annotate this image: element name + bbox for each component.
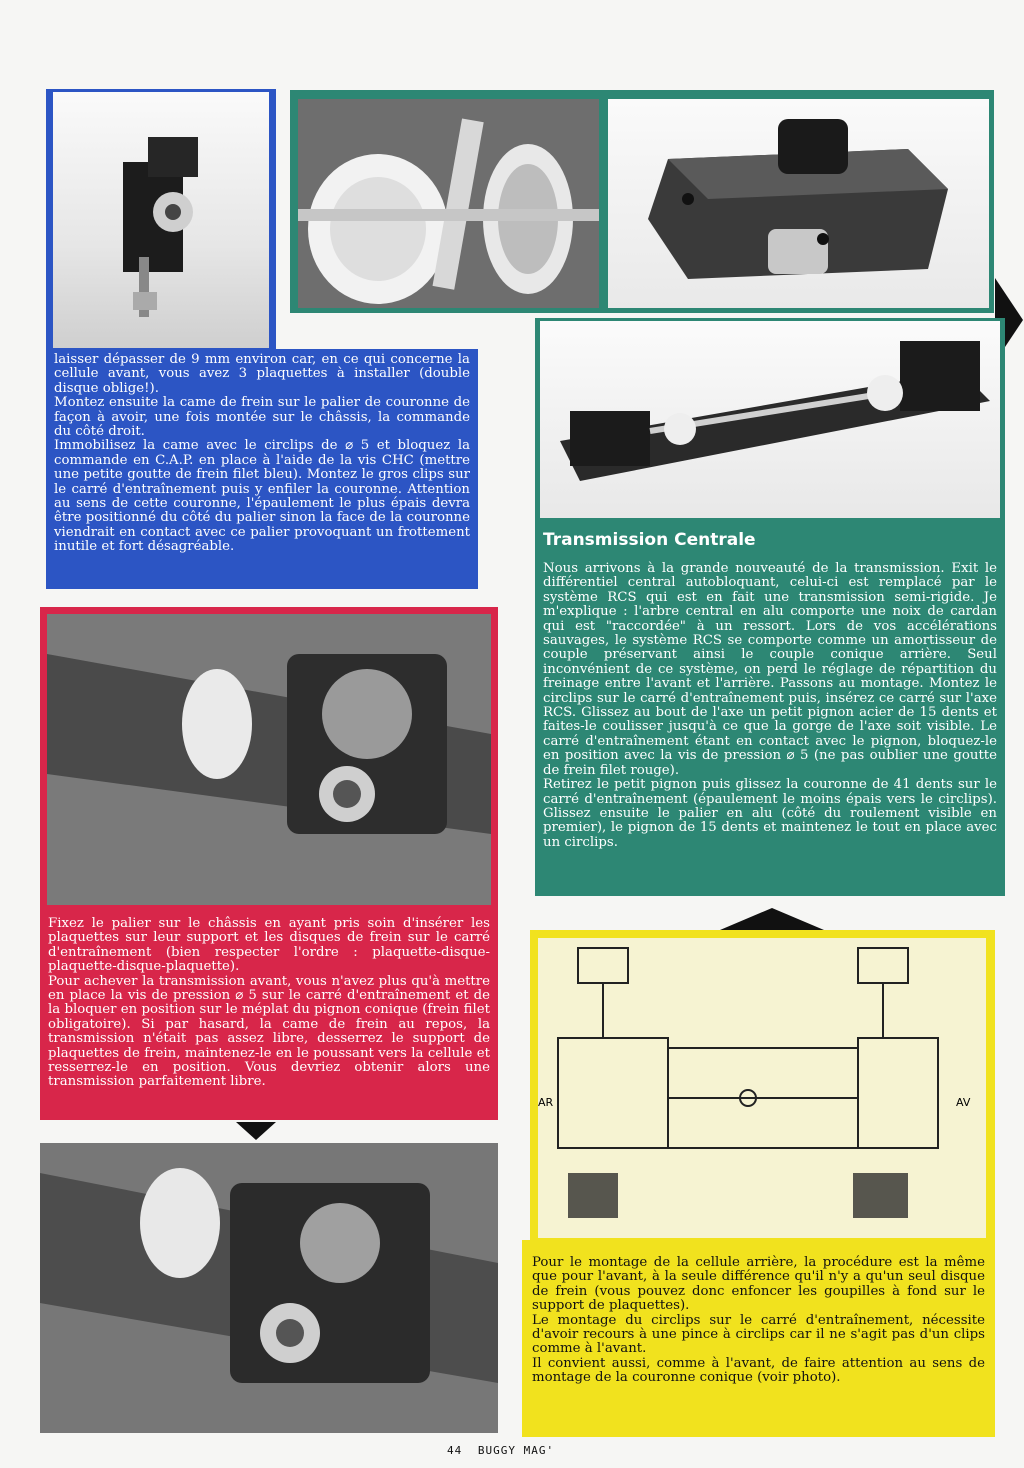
red-paragraph: Pour achever la transmission avant, vous n'avez plus qu'à mettre en place la vis de pression ⌀ 5 sur le carré d'entraînement et de la bloquer en position sur le méplat du pignon conique (frein filet obligatoire). Si par hasard, la came de frein au repos, la transmission n'était pas assez libre, desserrez le support de plaquettes de frein, maintenez-le en le poussant vers la cellule et resserrez-le en position. Vous devriez obtenir alors une transmission parfaitement libre. — [48, 973, 490, 1090]
chassis-diagram-drawing — [538, 938, 986, 1238]
rear-diff-drawing — [40, 1143, 498, 1433]
yellow-paragraph: Pour le montage de la cellule arrière, la procédure est la même que pour l'avant, à la seule différence qu'il n'y a qu'un seul disque de frein (vous pouvez donc enfoncer les goupilles à fond sur le support de plaquettes). — [532, 1255, 985, 1314]
text-box-blue — [46, 349, 478, 589]
photo-front-differential — [47, 614, 491, 905]
red-box-text — [48, 917, 490, 1090]
section-title: Transmission Centrale — [543, 530, 756, 550]
brake-disc-drawing — [298, 99, 599, 308]
blue-paragraph: laisser dépasser de 9 mm environ car, en ce qui concerne la cellule avant, vous avez 3 plaquettes à installer (double disque oblige!). — [54, 352, 470, 396]
front-diff-drawing — [47, 614, 491, 905]
page-footer — [447, 1444, 647, 1460]
photo-brake-cam — [53, 92, 269, 348]
magazine-name: BUGGY MAG' — [477, 1444, 555, 1457]
green-paragraph: Retirez le petit pignon puis glissez la couronne de 41 dents sur le carré d'entraînement (épaulement le moins épais vers le circlips). Glissez ensuite le palier en alu (côté du roulement visible en premier), le pignon de 15 dents et maintenez le tout en place avec un circlips. — [543, 777, 997, 850]
chassis-shaft-drawing — [540, 321, 1000, 518]
text-box-yellow — [522, 1240, 995, 1437]
blue-paragraph: Montez ensuite la came de frein sur le palier de couronne de façon à avoir, une fois montée sur le châssis, la commande du côté droit. — [54, 395, 470, 440]
text-box-green — [535, 518, 1005, 896]
page-number: 44 — [447, 1444, 463, 1457]
green-paragraph: Nous arrivons à la grande nouveauté de la transmission. Exit le différentiel central autobloquant, celui-ci est remplacé par le système RCS qui est en fait une transmission semi-rigide. Je m'explique : l'arbre central en alu comporte une noix de cardan qui est "raccordée" à un ressort. Lors de vos accélérations sauvages, le système RCS se comporte comme un amortisseur de couple préservant ainsi le couple conique arrière. Seul inconvénient de ce système, on perd le réglage de répartition du freinage entre l'avant et l'arrière. Passons au montage. Montez le circlips sur le carré d'entraînement puis, insérez ce carré sur l'axe RCS. Glissez au bout de l'axe un petit pignon acier de 15 dents et faites-le coulisser jusqu'à ce que la gorge de l'axe soit visible. Le carré d'entraînement étant en contact avec le pignon, bloquez-le en position avec la vis de pression ⌀ 5 (ne pas oublier une goutte de frein filet rouge). — [543, 561, 997, 778]
green-box-text — [543, 562, 997, 850]
yellow-paragraph: Le montage du circlips sur le carré d'entraînement, nécessite d'avoir recours à une pince à circlips car il ne s'agit pas d'un clips comme à l'avant. — [532, 1312, 985, 1357]
photo-pinion-block — [608, 99, 989, 308]
brake-cam-drawing — [53, 92, 269, 348]
photo-rear-differential — [40, 1143, 498, 1433]
pinion-block-drawing — [608, 99, 989, 308]
photo-chassis-central-shaft — [540, 321, 1000, 518]
up-pointer-yellow — [720, 908, 824, 930]
text-box-red — [40, 905, 498, 1120]
chassis-diagram — [538, 938, 986, 1238]
label-av: AV — [956, 1096, 971, 1109]
photo-brake-disc-assembly — [298, 99, 599, 308]
red-paragraph: Fixez le palier sur le châssis en ayant pris soin d'insérer les plaquettes sur leur support et les disques de frein sur le carré d'entraînement (bien respecter l'ordre : plaquette-disque-plaquette-disque-plaquette). — [48, 916, 490, 975]
label-ar: AR — [538, 1096, 554, 1109]
yellow-paragraph: Il convient aussi, comme à l'avant, de faire attention au sens de montage de la couronne conique (voir photo). — [532, 1355, 985, 1386]
yellow-box-text — [532, 1256, 985, 1386]
blue-box-text — [54, 353, 470, 555]
blue-paragraph: Immobilisez la came avec le circlips de ⌀ 5 et bloquez la commande en C.A.P. en place à l'aide de la vis CHC (mettre une petite goutte de frein filet bleu). Montez le gros clips sur le carré d'entraînement puis y enfiler la couronne. Attention au sens de cette couronne, l'épaulement le plus épais devra être positionné du côté du palier sinon la face de la couronne viendrait en contact avec ce palier provoquant un frottement inutile et fort désagréable. — [54, 438, 470, 555]
down-pointer-red — [236, 1122, 276, 1140]
